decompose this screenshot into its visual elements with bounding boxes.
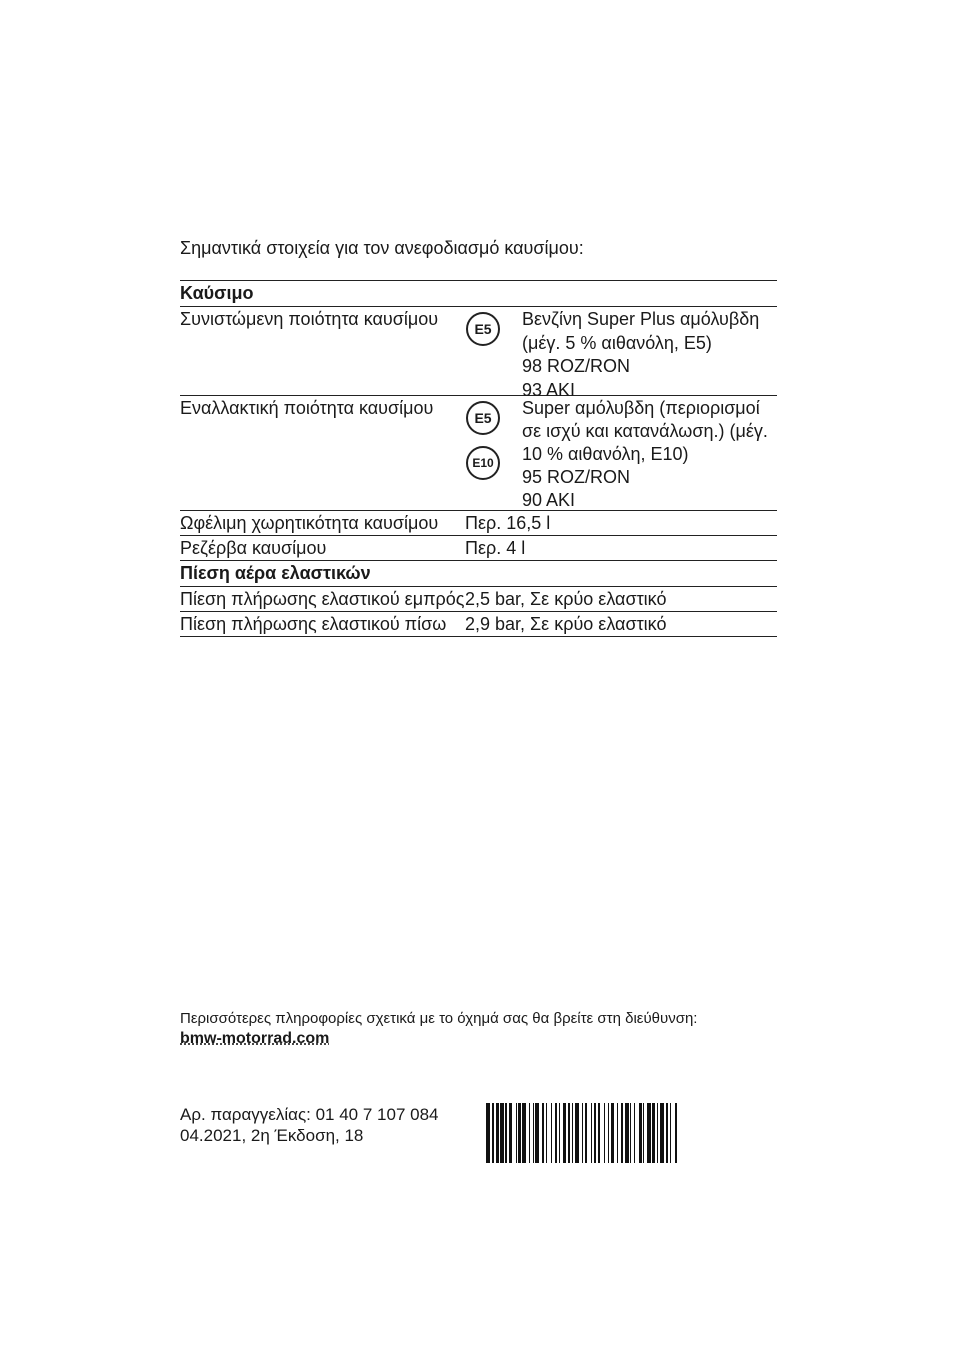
section-title-tyre-pressure: Πίεση αέρα ελαστικών (180, 560, 777, 586)
value-line: (μέγ. 5 % αιθανόλη, E5) (522, 332, 712, 353)
row-label: Ωφέλιμη χωρητικότητα καυσίμου (180, 513, 439, 533)
value-line: 90 AKI (522, 490, 576, 510)
table-row (180, 306, 777, 400)
website-link[interactable]: bmw-motorrad.com (180, 1030, 330, 1047)
barcode-icon (486, 1103, 777, 1163)
row-value: 2,5 bar, Σε κρύο ελαστικό (465, 589, 667, 609)
row-value (522, 307, 777, 400)
value-line: σε ισχύ και κατανάλωση.) (μέγ. (522, 421, 768, 441)
value-line: 95 ROZ/RON (522, 467, 631, 487)
row-value: Περ. 16,5 l (465, 513, 551, 533)
row-value (522, 396, 777, 510)
barcode-bar (677, 1103, 680, 1163)
badge-column (466, 396, 522, 510)
row-value: Περ. 4 l (465, 538, 526, 558)
table-row (180, 535, 777, 560)
value-line: Βενζίνη Super Plus αμόλυβδη (522, 309, 760, 329)
row-label: Πίεση πλήρωσης ελαστικού πίσω (180, 614, 447, 634)
order-info (180, 1104, 439, 1146)
fuel-e10-icon: E10 (466, 446, 500, 480)
section-title-fuel: Καύσιμο (180, 280, 777, 306)
row-label: Ρεζέρβα καυσίμου (180, 538, 327, 558)
row-label: Συνιστώμενη ποιότητα καυσίμου (180, 309, 439, 329)
edition-info: 04.2021, 2η Έκδοση, 18 (180, 1126, 364, 1145)
table-row (180, 611, 777, 636)
fuel-e5-icon: E5 (466, 312, 500, 346)
table-row (180, 510, 777, 535)
fuel-e5-icon: E5 (466, 401, 500, 435)
row-value: 2,9 bar, Σε κρύο ελαστικό (465, 614, 667, 634)
value-line: 98 ROZ/RON (522, 356, 631, 376)
badge-column (466, 307, 522, 395)
row-label: Πίεση πλήρωσης ελαστικού εμπρός (180, 589, 465, 609)
order-number: Αρ. παραγγελίας: 01 40 7 107 084 (180, 1105, 439, 1124)
table-row (180, 586, 777, 611)
value-line: Super αμόλυβδη (περιορισμοί (522, 398, 760, 418)
row-label: Εναλλακτική ποιότητα καυσίμου (180, 398, 434, 418)
intro-text: Σημαντικά στοιχεία για τον ανεφοδιασμό καυσίμου: (180, 238, 584, 258)
value-line: 93 AKI (522, 379, 576, 400)
more-info-text: Περισσότερες πληροφορίες σχετικά με το όχημά σας θα βρείτε στη διεύθυνση: (180, 1010, 698, 1027)
fuel-data-table (180, 280, 777, 637)
value-line: 10 % αιθανόλη, E10) (522, 444, 689, 464)
table-row (180, 395, 777, 510)
